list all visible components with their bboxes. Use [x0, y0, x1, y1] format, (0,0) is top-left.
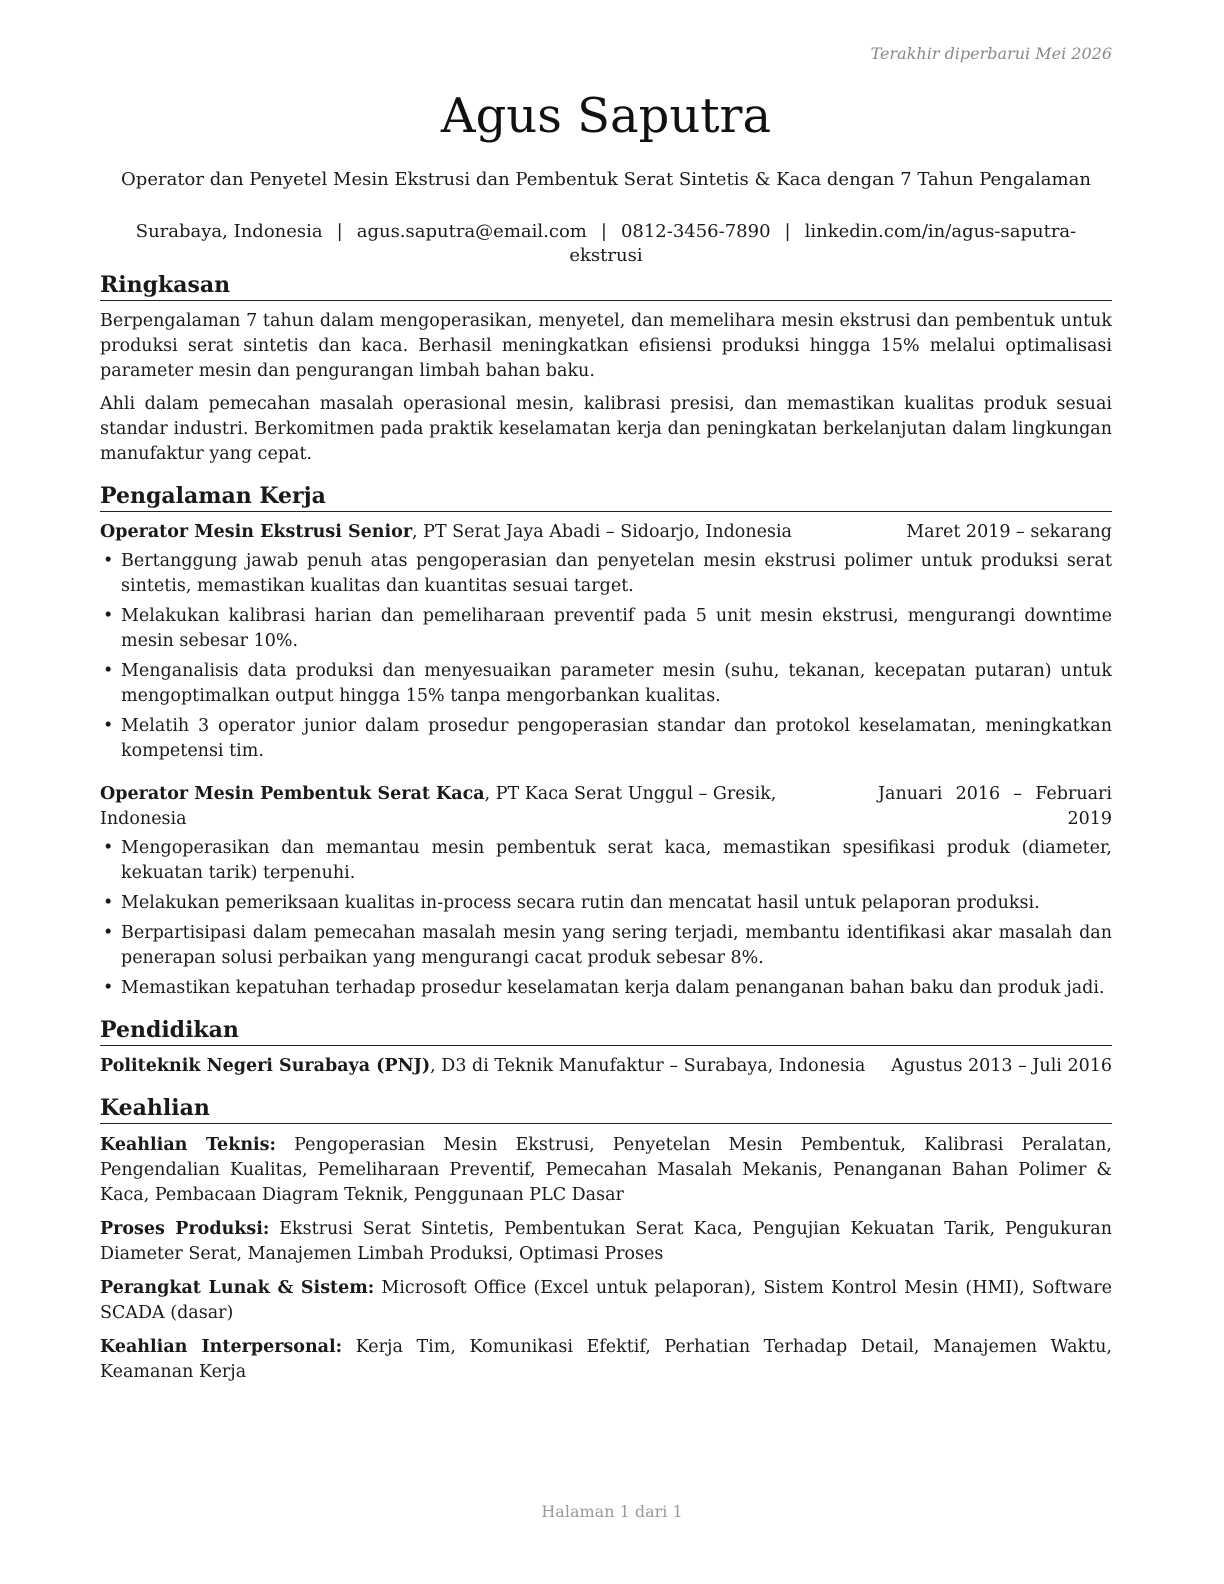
job-header [100, 520, 1112, 545]
bullet-dot-icon: • [103, 606, 114, 626]
resume-content [100, 270, 1112, 1399]
job-bullets [100, 549, 1112, 764]
skill-group [100, 1217, 1112, 1267]
job-role: Operator Mesin Ekstrusi Senior [100, 522, 413, 542]
skill-group [100, 1133, 1112, 1208]
job-entry [100, 782, 1112, 1001]
bullet-dot-icon: • [103, 893, 114, 913]
skills-section [100, 1093, 1112, 1385]
skill-group-text: Microsoft Office (Excel untuk pelaporan), Sistem Kontrol Mesin (HMI), Software SCADA (dasar) [100, 1278, 1112, 1323]
bullet-dot-icon: • [103, 661, 114, 681]
education-entry [100, 1054, 1112, 1079]
contact-email-link[interactable]: agus.saputra@email.com [356, 221, 587, 242]
bullet-dot-icon: • [103, 978, 114, 998]
contact-linkedin-link[interactable]: linkedin.com/in/agus-saputra-ekstrusi [569, 221, 1077, 266]
contact-location: Surabaya, Indonesia [135, 221, 323, 242]
contact-separator: | [600, 221, 607, 242]
education-dates: Agustus 2013 – Juli 2016 [891, 1056, 1112, 1076]
contact-separator: | [336, 221, 343, 242]
job-header [100, 782, 1112, 832]
last-updated-note: Terakhir diperbarui Mei 2026 [870, 44, 1112, 63]
bullet-text: Berpartisipasi dalam pemecahan masalah mesin yang sering terjadi, membantu identifikasi akar masalah dan penerapan solusi perbaikan yang mengurangi cacat produk sebesar 8%. [121, 923, 1112, 968]
skill-group-text: Kerja Tim, Komunikasi Efektif, Perhatian Terhadap Detail, Manajemen Waktu, Keamanan Kerja [100, 1337, 1112, 1382]
contact-separator: | [784, 221, 791, 242]
skill-group-label: Keahlian Teknis: [100, 1135, 276, 1155]
bullet-text: Memastikan kepatuhan terhadap prosedur keselamatan kerja dalam penanganan bahan baku dan produk jadi. [121, 978, 1105, 998]
job-company: , PT Serat Jaya Abadi – Sidoarjo, Indonesia [412, 522, 792, 542]
job-title-line [100, 782, 858, 832]
skill-group-text: Ekstrusi Serat Sintetis, Pembentukan Serat Kaca, Pengujian Kekuatan Tarik, Pengukuran Diameter Serat, Manajemen Limbah Produksi, Optimasi Proses [100, 1219, 1112, 1264]
bullet-text: Mengoperasikan dan memantau mesin pembentuk serat kaca, memastikan spesifikasi produk (diameter, kekuatan tarik) terpenuhi. [121, 838, 1112, 883]
education-degree: , D3 di Teknik Manufaktur – Surabaya, Indonesia [430, 1056, 866, 1076]
bullet-dot-icon: • [103, 838, 114, 858]
candidate-tagline: Operator dan Penyetel Mesin Ekstrusi dan Pembentuk Serat Sintetis & Kaca dengan 7 Tahun Pengalaman [121, 169, 1091, 190]
bullet-text: Melakukan pemeriksaan kualitas in-process secara rutin dan mencatat hasil untuk pelaporan produksi. [121, 893, 1040, 913]
education-line [100, 1054, 871, 1079]
bullet-dot-icon: • [103, 923, 114, 943]
education-school: Politeknik Negeri Surabaya (PNJ) [100, 1056, 431, 1076]
experience-heading: Pengalaman Kerja [100, 481, 1112, 512]
skill-group-text: Pengoperasian Mesin Ekstrusi, Penyetelan Mesin Pembentuk, Kalibrasi Peralatan, Pengendalian Kualitas, Pemeliharaan Preventif, Pemecahan Masalah Mekanis, Penanganan Bahan Polimer & Kaca, Pembacaan Diagram Teknik, Penggunaan PLC Dasar [100, 1135, 1112, 1205]
job-role: Operator Mesin Pembentuk Serat Kaca [100, 784, 485, 804]
experience-section [100, 481, 1112, 1001]
job-dates: Maret 2019 – sekarang [906, 522, 1112, 542]
skill-group [100, 1276, 1112, 1326]
education-heading: Pendidikan [100, 1015, 1112, 1046]
page-number-footer: Halaman 1 dari 1 [541, 1502, 683, 1521]
resume-page [100, 0, 1112, 1584]
bullet-dot-icon: • [103, 551, 114, 571]
bullet-text: Melatih 3 operator junior dalam prosedur pengoperasian standar dan protokol keselamatan, meningkatkan kompetensi tim. [121, 716, 1112, 761]
summary-paragraph: Berpengalaman 7 tahun dalam mengoperasikan, menyetel, dan memelihara mesin ekstrusi dan pembentuk untuk produksi serat sintetis dan kaca. Berhasil meningkatkan efisiensi produksi hingga 15% melalui optimalisasi parameter mesin dan pengurangan limbah bahan baku. [100, 311, 1112, 381]
job-bullets [100, 836, 1112, 1001]
summary-section [100, 270, 1112, 467]
job-entry [100, 520, 1112, 764]
bullet-dot-icon: • [103, 716, 114, 736]
contact-phone: 0812-3456-7890 [620, 221, 771, 242]
skills-heading: Keahlian [100, 1093, 1112, 1124]
job-title-line [100, 520, 886, 545]
summary-paragraph: Ahli dalam pemecahan masalah operasional mesin, kalibrasi presisi, dan memastikan kualitas produk sesuai standar industri. Berkomitmen pada praktik keselamatan kerja dan peningkatan berkelanjutan dalam lingkungan manufaktur yang cepat. [100, 394, 1112, 464]
job-company: , PT Kaca Serat Unggul – Gresik, Indonesia [100, 784, 777, 829]
skill-group-label: Proses Produksi: [100, 1219, 270, 1239]
summary-heading: Ringkasan [100, 270, 1112, 301]
list-item [100, 836, 1112, 886]
list-item [100, 604, 1112, 654]
education-section [100, 1015, 1112, 1079]
bullet-text: Bertanggung jawab penuh atas pengoperasian dan penyetelan mesin ekstrusi polimer untuk produksi serat sintetis, memastikan kualitas dan kuantitas sesuai target. [121, 551, 1112, 596]
candidate-name: Agus Saputra [440, 88, 772, 144]
bullet-text: Melakukan kalibrasi harian dan pemeliharaan preventif pada 5 unit mesin ekstrusi, mengurangi downtime mesin sebesar 10%. [121, 606, 1112, 651]
skill-group [100, 1335, 1112, 1385]
list-item [100, 659, 1112, 709]
list-item [100, 549, 1112, 599]
skill-group-label: Keahlian Interpersonal: [100, 1337, 343, 1357]
list-item [100, 714, 1112, 764]
job-dates: Januari 2016 – Februari 2019 [878, 784, 1112, 829]
list-item [100, 921, 1112, 971]
list-item [100, 976, 1112, 1001]
contact-line [100, 220, 1112, 268]
bullet-text: Menganalisis data produksi dan menyesuaikan parameter mesin (suhu, tekanan, kecepatan putaran) untuk mengoptimalkan output hingga 15% tanpa mengorbankan kualitas. [121, 661, 1112, 706]
list-item [100, 891, 1112, 916]
skill-group-label: Perangkat Lunak & Sistem: [100, 1278, 375, 1298]
